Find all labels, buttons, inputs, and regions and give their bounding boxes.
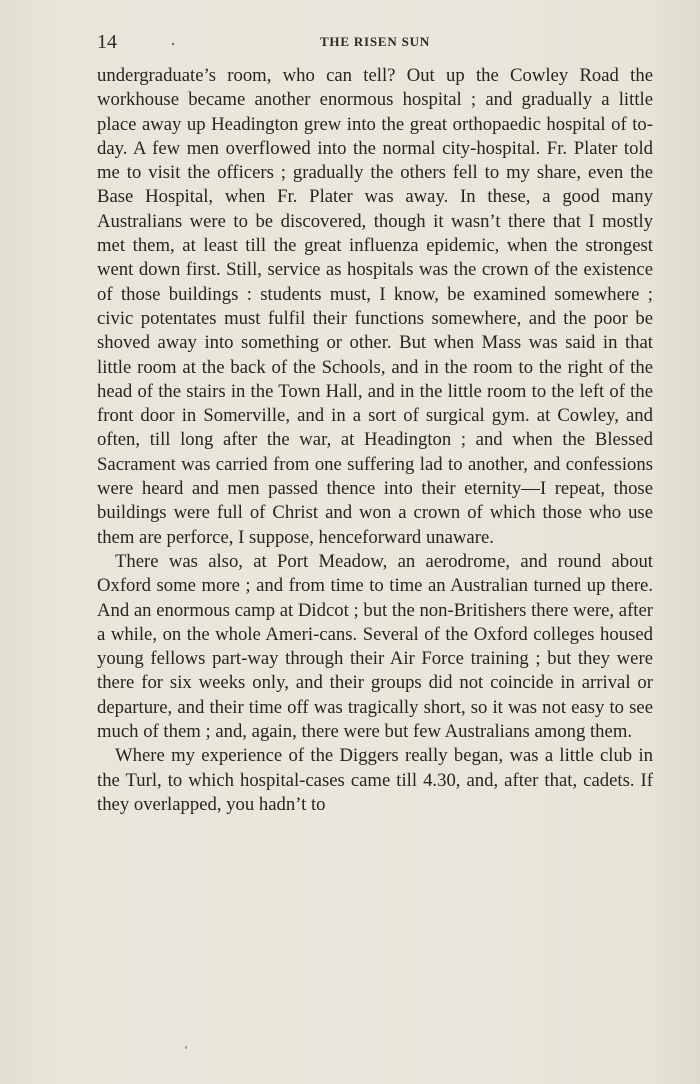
paper-speck — [185, 1046, 187, 1049]
running-title: THE RISEN SUN — [319, 34, 431, 49]
paragraph: There was also, at Port Meadow, an aerodrome, and round about Oxford some more ; and from time to time an Australian turned up there. And an enormous camp at Didcot ; but the non-Britishers there were, after a while, on the whole Ameri-cans. Several of the Oxford colleges housed young fellows part-way through their Air Force training ; but they were there for six weeks only, and their groups did not coincide in arrival or departure, and their time off was tragically short, so it was not easy to see much of them ; and, again, there were but few Australians among them. — [97, 550, 653, 743]
paragraph-continued: undergraduate’s room, who can tell? Out up the Cowley Road the workhouse became another enormous hospital ; and gradually a little place away up Headington grew into the great orthopaedic hospital of to-day. A few men overflowed into the normal city-hospital. Fr. Plater told me to visit the officers ; gradually the others fell to my share, even the Base Hospital, when Fr. Plater was away. In these, a good many Australians were to be discovered, though it wasn’t there that I mostly met them, at least till the great influenza epidemic, when the strongest went down first. Still, service as hospitals was the crown of the existence of those buildings : students must, I know, be examined somewhere ; civic potentates must fulfil their functions somewhere, and the poor be shoved away into something or other. But when Mass was said in that little room at the back of the Schools, and in the room to the right of the head of the stairs in the Town Hall, and in the little room to the left of the front door in Somerville, and in a sort of surgical gym. at Cowley, and often, till long after the war, at Headington ; and when the Blessed Sacrament was carried from one suffering lad to another, and confessions were heard and men passed thence into their eternity—I repeat, those buildings were full of Christ and won a crown of which those who use them are perforce, I suppose, henceforward unaware. — [97, 65, 653, 548]
body-text — [97, 64, 653, 817]
paragraph: Where my experience of the Diggers really began, was a little club in the Turl, to which hospital-cases came till 4.30, and, after that, cadets. If they overlapped, you hadn’t to — [97, 745, 653, 815]
head-separator: . — [171, 32, 175, 49]
running-head — [97, 30, 653, 54]
page-number: 14 — [97, 31, 117, 53]
